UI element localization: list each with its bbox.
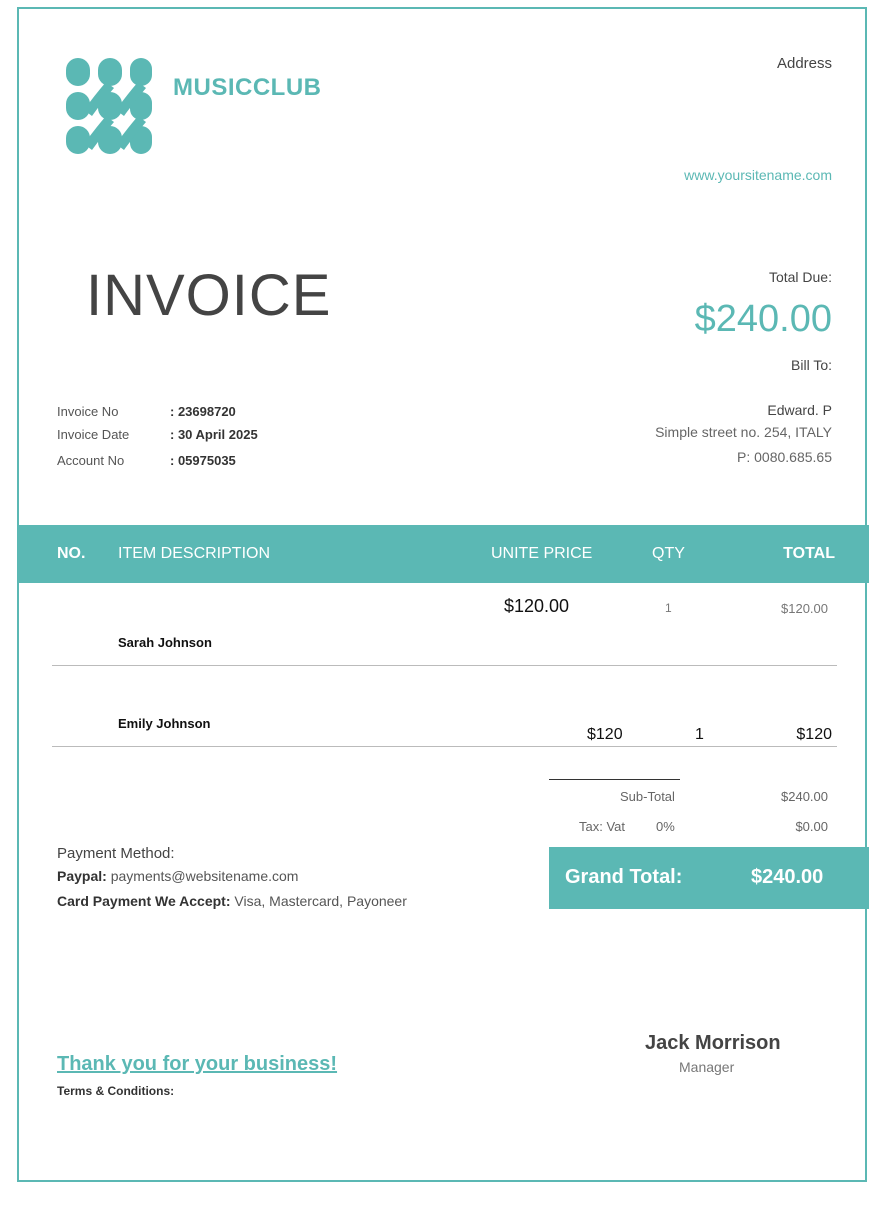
invoice-no-value: : 23698720 xyxy=(170,404,236,419)
summary-divider xyxy=(549,779,680,780)
website-link[interactable]: www.yoursitename.com xyxy=(684,167,832,183)
grand-total-box xyxy=(549,847,869,909)
bill-to-label: Bill To: xyxy=(791,357,832,373)
subtotal-label: Sub-Total xyxy=(620,789,675,804)
paypal-line xyxy=(57,868,298,884)
row-1-price: $120.00 xyxy=(504,596,570,616)
subtotal-value: $240.00 xyxy=(781,789,828,804)
terms-conditions-label: Terms & Conditions: xyxy=(57,1084,175,1098)
dots-logo-icon xyxy=(64,56,154,156)
row-2-total: $120 xyxy=(796,726,832,743)
grand-total-label: Grand Total: xyxy=(565,866,683,888)
paypal-label: Paypal: xyxy=(57,868,107,884)
header-unit-price: UNITE PRICE xyxy=(491,545,593,562)
tax-value: $0.00 xyxy=(795,819,828,834)
header-total: TOTAL xyxy=(783,545,835,562)
invoice-date-label: Invoice Date xyxy=(57,427,130,442)
table-header xyxy=(19,525,869,583)
paypal-value: payments@websitename.com xyxy=(110,868,299,884)
row-1-qty: 1 xyxy=(665,601,672,615)
row-2-price: $120 xyxy=(587,726,623,743)
tax-label: Tax: Vat xyxy=(579,819,626,834)
brand-name: MUSICCLUB xyxy=(173,74,322,101)
thank-you-link[interactable]: Thank you for your business! xyxy=(57,1053,338,1075)
row-1-total: $120.00 xyxy=(781,601,828,616)
payment-method-title: Payment Method: xyxy=(57,845,175,862)
total-due-label: Total Due: xyxy=(768,269,832,285)
total-due-value: $240.00 xyxy=(694,298,832,340)
bill-to-phone: P: 0080.685.65 xyxy=(737,449,832,465)
card-payment-line xyxy=(57,893,407,909)
signatory-role: Manager xyxy=(679,1059,735,1075)
invoice-date-value: : 30 April 2025 xyxy=(170,427,258,442)
row-2-qty: 1 xyxy=(695,726,704,743)
row-divider xyxy=(52,665,837,666)
account-no-value: : 05975035 xyxy=(170,453,236,468)
address-label: Address xyxy=(776,55,832,72)
tax-rate: 0% xyxy=(656,819,675,834)
invoice-frame xyxy=(17,7,867,1182)
signatory-name: Jack Morrison xyxy=(645,1032,781,1054)
account-no-label: Account No xyxy=(57,453,125,468)
row-divider xyxy=(52,746,837,747)
card-payment-value: Visa, Mastercard, Payoneer xyxy=(234,893,407,909)
card-payment-label: Card Payment We Accept: xyxy=(57,893,231,909)
row-1-description: Sarah Johnson xyxy=(118,635,212,650)
bill-to-name: Edward. P xyxy=(767,402,832,418)
invoice-no-label: Invoice No xyxy=(57,404,119,419)
grand-total-value: $240.00 xyxy=(751,866,824,888)
bill-to-street: Simple street no. 254, ITALY xyxy=(655,424,832,440)
header-description: ITEM DESCRIPTION xyxy=(118,545,271,562)
header-no: NO. xyxy=(57,545,86,562)
invoice-title: INVOICE xyxy=(86,263,332,328)
row-2-description: Emily Johnson xyxy=(118,716,211,731)
header-qty: QTY xyxy=(652,545,685,562)
